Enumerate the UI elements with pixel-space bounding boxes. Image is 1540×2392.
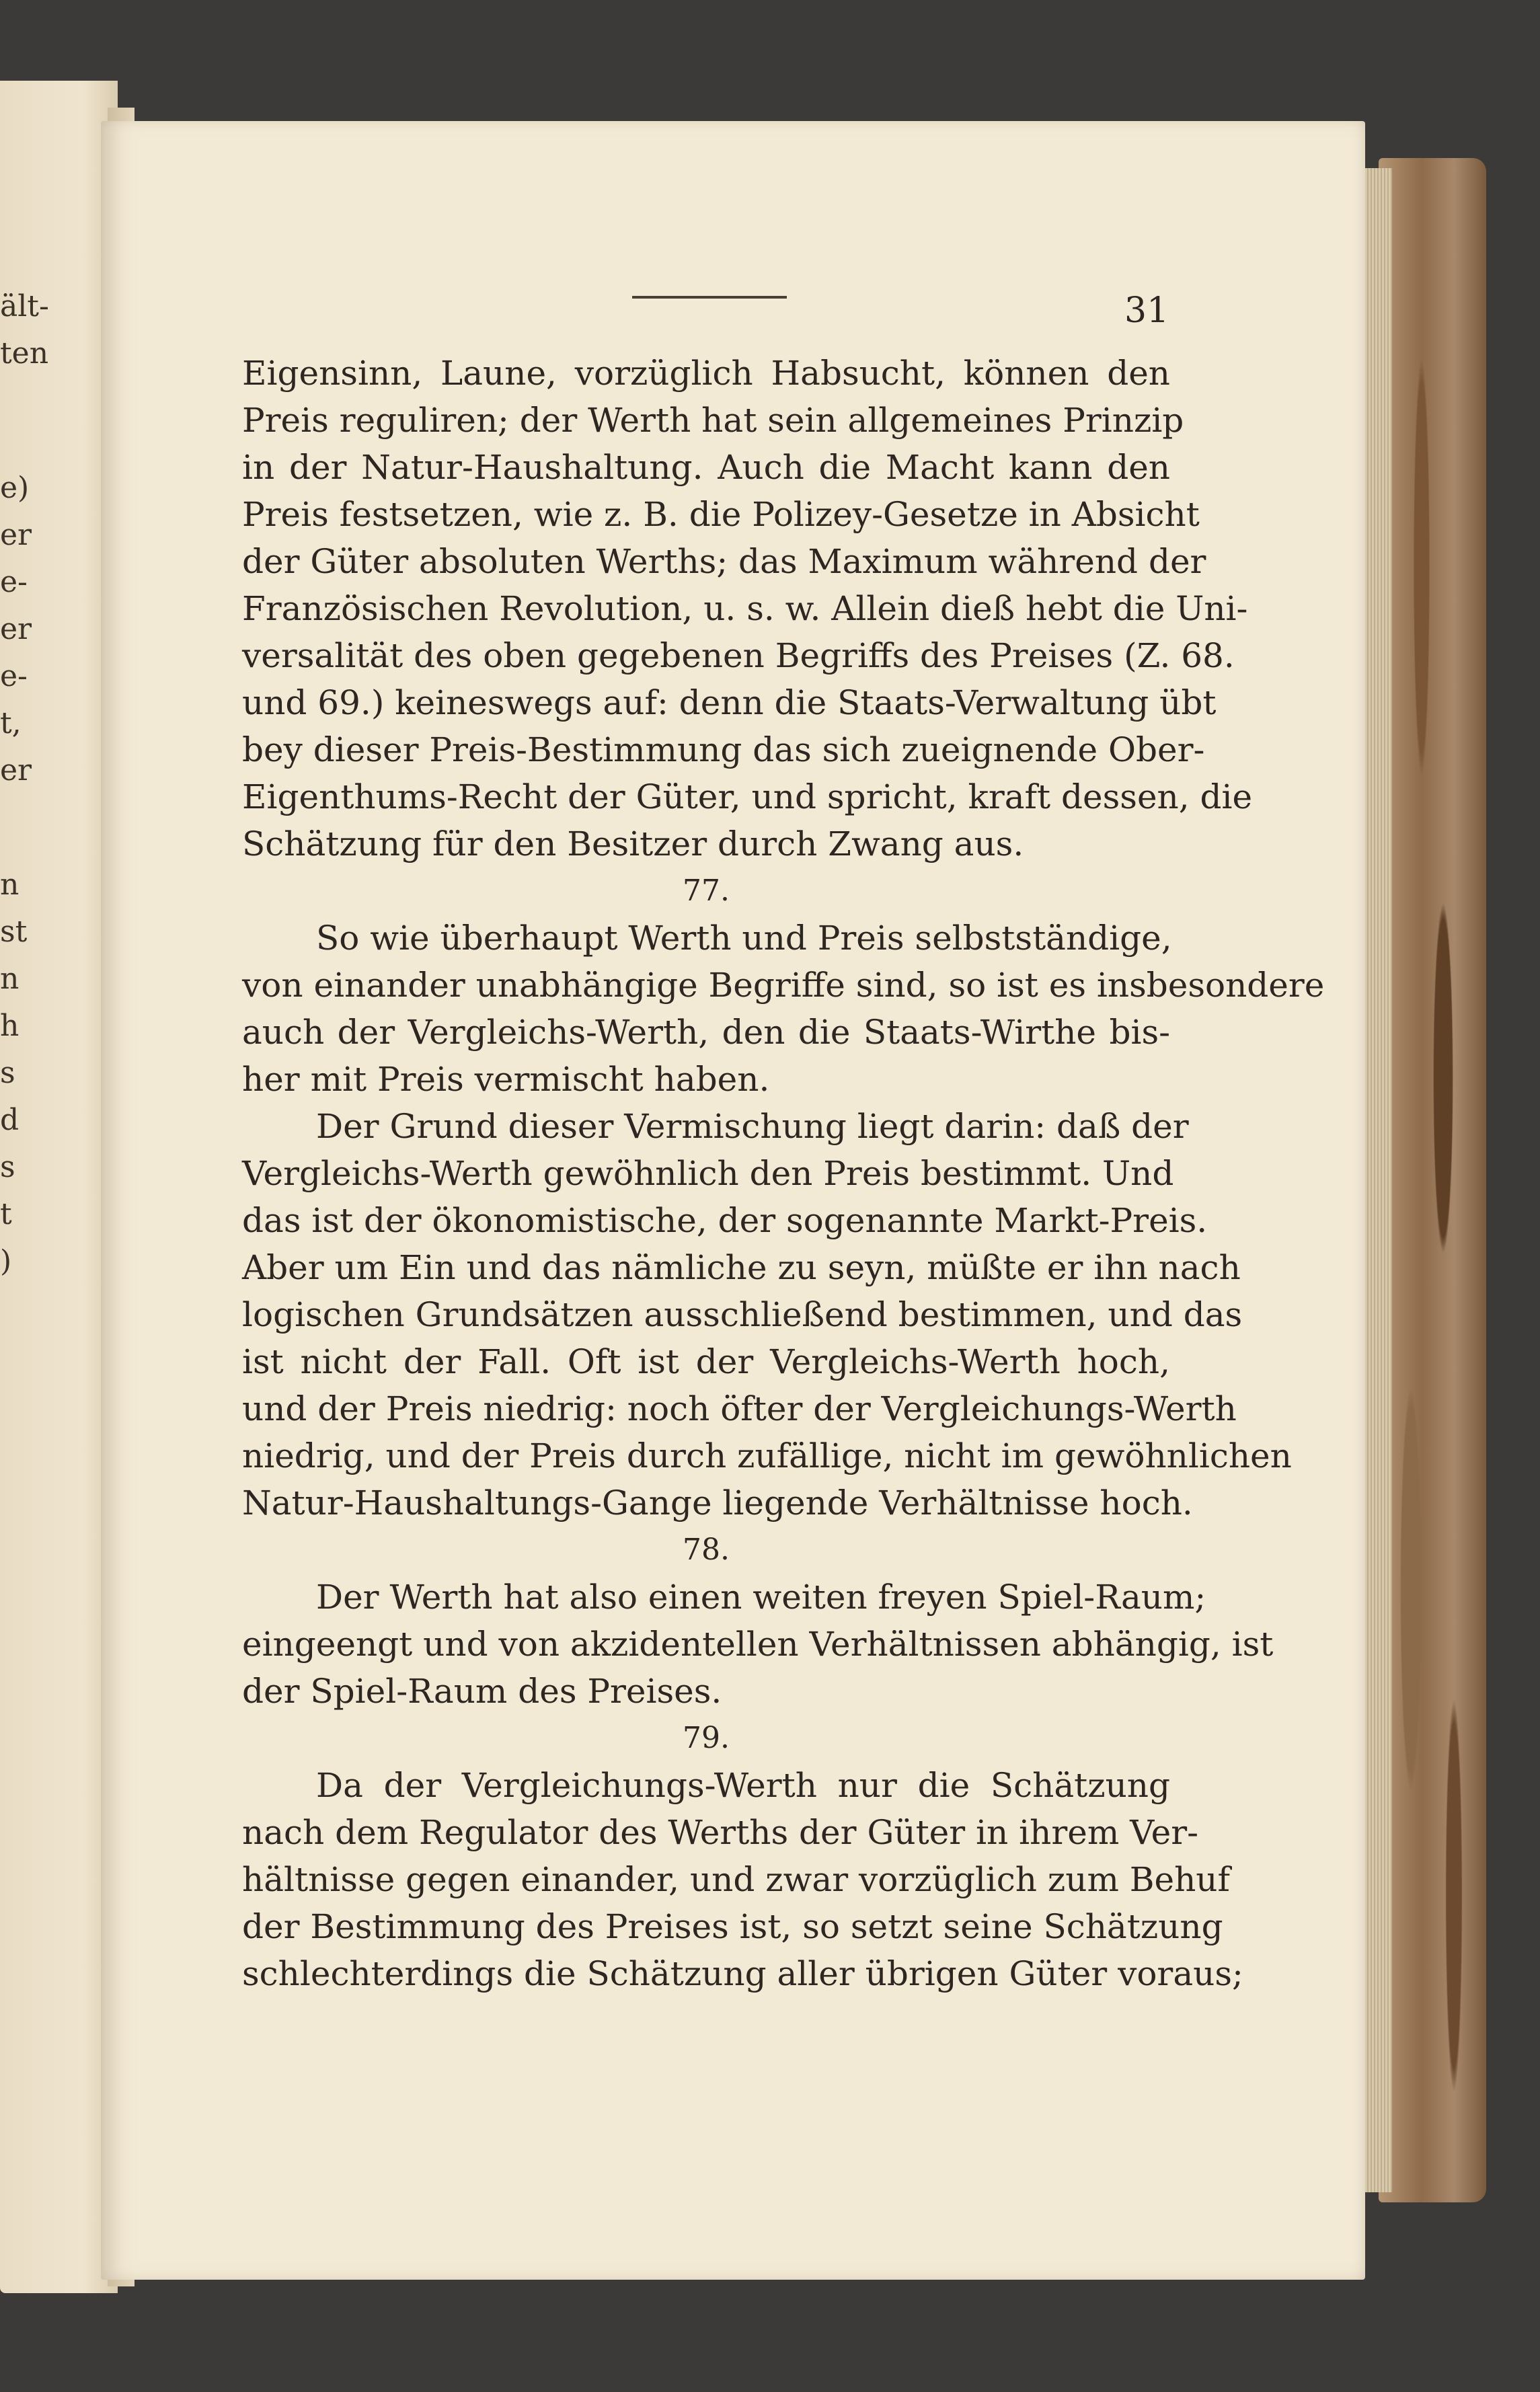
left-page-fragment: t, [0,706,22,740]
left-page-fragment: e) [0,471,30,505]
text-line: Natur-Haushaltungs-Gange liegende Verhältnisse hoch. [242,1483,1193,1522]
body-text [242,350,1325,1997]
left-page [0,81,118,2293]
text-line: So wie überhaupt Werth und Preis selbstständige, [316,919,1172,958]
paragraph-77a [242,915,1325,1103]
text-line: Schätzung für den Besitzer durch Zwang aus. [242,824,1024,863]
text-line: der Spiel-Raum des Preises. [242,1672,722,1711]
paragraph-78 [242,1574,1274,1715]
text-line: eingeengt und von akzidentellen Verhältnissen abhängig, ist [242,1625,1274,1664]
text-line: das ist der ökonomistische, der sogenannte Markt-Preis. [242,1201,1208,1240]
section-number-79: 79. [683,1721,730,1755]
text-line: Französischen Revolution, u. s. w. Allein dieß hebt die Uni- [242,589,1248,628]
left-page-fragment: n [0,867,20,902]
left-page-fragment: s [0,1056,15,1090]
section-number-77: 77. [683,874,730,908]
left-page-fragment: ) [0,1244,12,1278]
paragraph-77b [242,1103,1292,1527]
left-page-fragment: ten [0,336,49,371]
text-line: versalität des oben gegebenen Begriffs des Preises (Z. 68. [242,636,1235,675]
text-line: in der Natur-Haushaltung. Auch die Macht kann den [242,448,1170,487]
text-line: ist nicht der Fall. Oft ist der Vergleichs-Werth hoch, [242,1342,1170,1381]
text-line: her mit Preis vermischt haben. [242,1060,770,1099]
text-line: hältnisse gegen einander, und zwar vorzüglich zum Behuf [242,1860,1230,1899]
left-page-fragment: er [0,753,32,787]
paragraph-79 [242,1762,1243,1997]
text-line: auch der Vergleichs-Werth, den die Staats-Wirthe bis- [242,1013,1170,1052]
left-page-fragment: e- [0,565,28,599]
left-page-fragment: d [0,1103,20,1137]
text-line: Da der Vergleichungs-Werth nur die Schätzung [316,1766,1170,1805]
text-line: und 69.) keineswegs auf: denn die Staats-Verwaltung übt [242,683,1217,722]
page-number: 31 [1124,291,1169,331]
text-line: der Bestimmung des Preises ist, so setzt seine Schätzung [242,1907,1223,1946]
left-page-fragment: ält- [0,289,49,323]
header-rule [632,296,787,299]
marbled-cover-edge [1379,158,1486,2202]
text-line: logischen Grundsätzen ausschließend bestimmen, und das [242,1295,1243,1334]
text-line: Der Grund dieser Vermischung liegt darin: daß der [316,1107,1189,1146]
text-line: Eigensinn, Laune, vorzüglich Habsucht, können den [242,354,1170,393]
left-page-fragment: e- [0,659,28,693]
text-line: Eigenthums-Recht der Güter, und spricht, kraft dessen, die [242,777,1253,816]
text-line: und der Preis niedrig: noch öfter der Vergleichungs-Werth [242,1389,1237,1428]
text-line: schlechterdings die Schätzung aller übrigen Güter voraus; [242,1954,1243,1993]
text-line: von einander unabhängige Begriffe sind, so ist es insbesondere [242,966,1325,1005]
left-page-fragment: st [0,915,28,949]
paragraph-76-continuation [242,350,1253,867]
left-page-fragment: t [0,1197,12,1231]
text-line: Preis festsetzen, wie z. B. die Polizey-Gesetze in Absicht [242,495,1200,534]
text-line: bey dieser Preis-Bestimmung das sich zueignende Ober- [242,730,1205,769]
text-line: Der Werth hat also einen weiten freyen Spiel-Raum; [316,1578,1206,1617]
left-page-fragment: n [0,962,20,996]
left-page-fragment: h [0,1009,20,1043]
text-line: der Güter absoluten Werths; das Maximum während der [242,542,1206,581]
text-line: Preis reguliren; der Werth hat sein allgemeines Prinzip [242,401,1184,440]
left-page-fragment: er [0,518,32,552]
text-line: niedrig, und der Preis durch zufällige, nicht im gewöhnlichen [242,1436,1292,1475]
text-line: Aber um Ein und das nämliche zu seyn, müßte er ihn nach [242,1248,1241,1287]
left-page-fragment: s [0,1150,15,1184]
text-line: nach dem Regulator des Werths der Güter in ihrem Ver- [242,1813,1199,1852]
text-line: Vergleichs-Werth gewöhnlich den Preis bestimmt. Und [242,1154,1174,1193]
section-number-78: 78. [683,1533,730,1567]
left-page-fragment: er [0,612,32,646]
